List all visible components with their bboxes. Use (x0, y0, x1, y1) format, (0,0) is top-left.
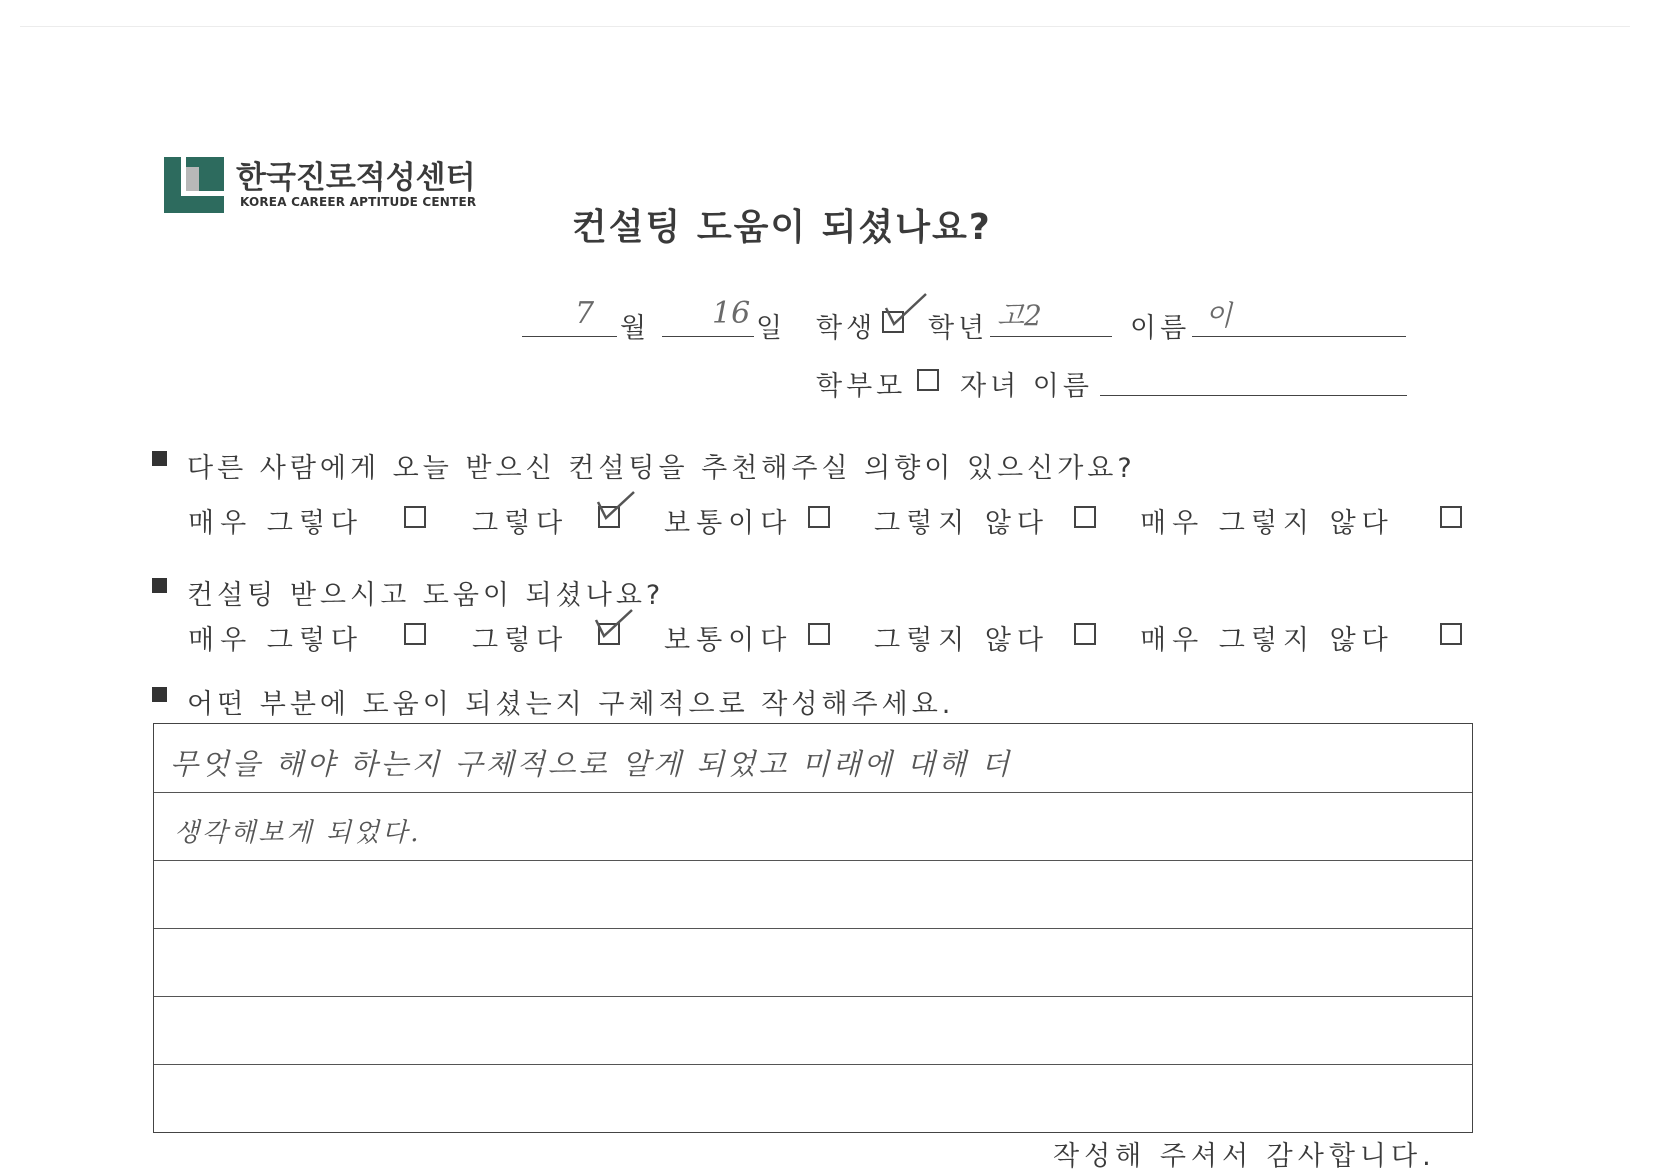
q2-option-4-checkbox[interactable] (1074, 623, 1096, 645)
grade-label: 학년 (928, 313, 989, 344)
q1-option-1-checkbox[interactable] (404, 506, 426, 528)
q2-option-5-label: 매우 그렇지 않다 (1140, 625, 1394, 656)
q1-option-3-checkbox[interactable] (808, 506, 830, 528)
thanks-text: 작성해 주셔서 감사합니다. (1053, 1141, 1436, 1172)
q1-option-2-checkmark (594, 488, 638, 528)
q3-bullet (152, 687, 167, 702)
name-value[interactable]: 이 (1205, 299, 1233, 332)
child-name-underline (1100, 395, 1407, 396)
answer-line-divider (154, 860, 1472, 861)
q1-option-4-label: 그렇지 않다 (874, 508, 1049, 539)
q2-option-1-label: 매우 그렇다 (188, 625, 363, 656)
grade-underline (990, 336, 1112, 337)
q2-text: 컨설팅 받으시고 도움이 되셨나요? (187, 580, 665, 611)
q2-option-3-checkbox[interactable] (808, 623, 830, 645)
month-label: 월 (620, 313, 651, 344)
q2-option-2-checkmark (592, 606, 636, 646)
parent-label: 학부모 (816, 371, 907, 402)
day-label: 일 (756, 313, 787, 344)
q3-text: 어떤 부분에 도움이 되셨는지 구체적으로 작성해주세요. (187, 689, 955, 720)
logo-english: KOREA CAREER APTITUDE CENTER (240, 195, 477, 209)
answer-line-divider (154, 928, 1472, 929)
name-label: 이름 (1130, 313, 1191, 344)
q1-option-1-label: 매우 그렇다 (188, 508, 363, 539)
q1-option-2-label: 그렇다 (472, 508, 569, 539)
parent-checkbox[interactable] (917, 369, 939, 391)
month-value[interactable]: 7 (575, 296, 595, 331)
q2-option-5-checkbox[interactable] (1440, 623, 1462, 645)
q1-text: 다른 사람에게 오늘 받으신 컨설팅을 추천해주실 의향이 있으신가요? (187, 453, 1136, 484)
q2-option-3-label: 보통이다 (664, 625, 793, 656)
logo-icon (164, 157, 224, 213)
answer-line-divider (154, 1064, 1472, 1065)
month-underline (522, 336, 617, 337)
day-underline (662, 336, 754, 337)
day-value[interactable]: 16 (712, 296, 751, 331)
q2-option-4-label: 그렇지 않다 (874, 625, 1049, 656)
q1-option-5-checkbox[interactable] (1440, 506, 1462, 528)
q2-option-2-label: 그렇다 (472, 625, 569, 656)
grade-value[interactable]: 고2 (997, 299, 1042, 332)
q1-option-4-checkbox[interactable] (1074, 506, 1096, 528)
student-checkmark (882, 290, 930, 334)
name-underline (1192, 336, 1406, 337)
q1-bullet (152, 451, 167, 466)
answer-line-divider (154, 792, 1472, 793)
q2-bullet (152, 578, 167, 593)
scan-edge (20, 26, 1630, 27)
answer-box[interactable] (153, 723, 1473, 1133)
student-label: 학생 (816, 313, 877, 344)
child-name-label: 자녀 이름 (960, 371, 1093, 402)
q2-option-1-checkbox[interactable] (404, 623, 426, 645)
page-title: 컨설팅 도움이 되셨나요? (572, 207, 992, 248)
q1-option-5-label: 매우 그렇지 않다 (1140, 508, 1394, 539)
answer-line-divider (154, 996, 1472, 997)
q1-option-3-label: 보통이다 (664, 508, 793, 539)
answer-line-1: 무엇을 해야 하는지 구체적으로 알게 되었고 미래에 대해 더 (170, 747, 1013, 781)
logo-korean: 한국진로적성센터 (236, 160, 476, 196)
answer-line-2: 생각해보게 되었다. (174, 818, 422, 848)
